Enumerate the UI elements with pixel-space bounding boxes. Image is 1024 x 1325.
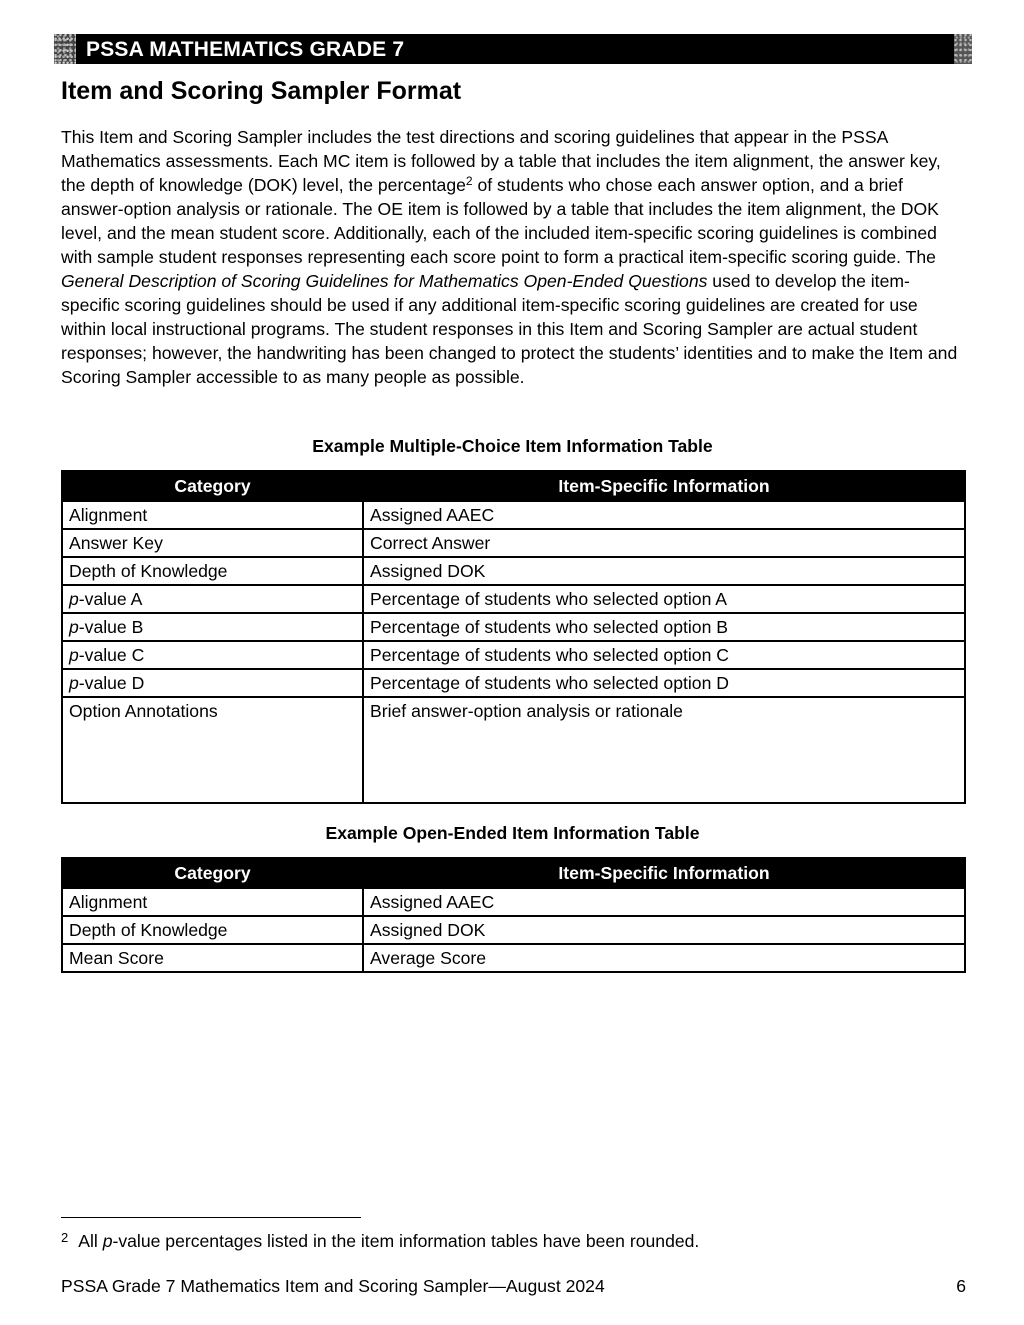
intro-text-part2: of students who chose each answer option, and a brief answer-option analysis or rationale. The OE item is followed by a table that includes the item alignment, the DOK level, and the mean student score. Additionally, each of the included item-specific scoring guidelines is combined with sample student responses representing each score point to form a practical item-specific scoring guide. The <box>61 175 939 267</box>
mc-info-cell: Percentage of students who selected option D <box>363 669 965 697</box>
table-row <box>62 501 965 529</box>
table-row <box>62 916 965 944</box>
table-row <box>62 669 965 697</box>
mc-category-cell <box>62 641 363 669</box>
oe-category-cell: Alignment <box>62 888 363 916</box>
header-banner <box>54 34 972 64</box>
table-row <box>62 529 965 557</box>
mc-header-info: Item-Specific Information <box>363 471 965 501</box>
mc-category-text: -value B <box>78 617 144 637</box>
mc-info-cell: Percentage of students who selected option B <box>363 613 965 641</box>
oe-header-info: Item-Specific Information <box>363 858 965 888</box>
mc-category-cell <box>62 669 363 697</box>
intro-text-part1: This Item and Scoring Sampler includes the test directions and scoring guidelines that appear in the PSSA Mathematics assessments. Each MC item is followed by a table that includes the item alignment, the answer key, the depth of knowledge (DOK) level, the percentage <box>61 127 941 195</box>
mc-table-caption: Example Multiple-Choice Item Information Table <box>312 436 713 456</box>
mc-category-text: Depth of Knowledge <box>69 561 228 581</box>
oe-info-cell: Assigned AAEC <box>363 888 965 916</box>
mc-category-cell <box>62 557 363 585</box>
intro-text-italic: General Description of Scoring Guidelines for Mathematics Open-Ended Questions <box>61 271 708 291</box>
header-banner-title: PSSA MATHEMATICS GRADE 7 <box>86 38 405 61</box>
mc-header-row <box>62 471 965 501</box>
oe-header-row <box>62 858 965 888</box>
page-number: 6 <box>956 1276 966 1296</box>
footnote-lead: All <box>78 1231 103 1251</box>
table-row <box>62 888 965 916</box>
intro-text-part3: used to develop the item-specific scoring guidelines should be used if any additional item-specific scoring guidelines are created for use within local instructional programs. The student responses in this Item and Scoring Sampler are actual student responses; however, the handwriting has been changed to protect the students’ identities and to make the Item and Scoring Sampler accessible to as many people as possible. <box>61 271 958 387</box>
footnote-italic: p <box>102 1231 113 1251</box>
mc-category-cell <box>62 697 363 803</box>
mc-category-text: -value D <box>78 673 145 693</box>
mc-category-text: Answer Key <box>69 533 163 553</box>
footer-document-title: PSSA Grade 7 Mathematics Item and Scoring Sampler—August 2024 <box>61 1276 605 1296</box>
oe-header-category: Category <box>62 858 363 888</box>
p-italic: p <box>69 645 79 665</box>
footnote-text: -value percentages listed in the item information tables have been rounded. <box>112 1231 700 1251</box>
mc-category-cell <box>62 613 363 641</box>
mc-category-text: Option Annotations <box>69 701 218 721</box>
header-texture-right <box>954 34 972 64</box>
oe-info-cell: Assigned DOK <box>363 916 965 944</box>
intro-footnote-ref: 2 <box>465 174 473 188</box>
mc-info-cell: Percentage of students who selected option A <box>363 585 965 613</box>
mc-header-category: Category <box>62 471 363 501</box>
mc-info-cell: Brief answer-option analysis or rationale <box>363 697 965 803</box>
mc-category-cell <box>62 501 363 529</box>
mc-info-cell: Assigned DOK <box>363 557 965 585</box>
mc-category-cell <box>62 529 363 557</box>
footnote-mark: 2 <box>61 1230 69 1245</box>
mc-info-cell: Correct Answer <box>363 529 965 557</box>
table-row <box>62 557 965 585</box>
p-italic: p <box>69 589 79 609</box>
oe-category-cell: Depth of Knowledge <box>62 916 363 944</box>
mc-info-table <box>61 470 966 804</box>
p-italic: p <box>69 673 79 693</box>
mc-category-cell <box>62 585 363 613</box>
mc-category-text: -value C <box>78 645 145 665</box>
table-row <box>62 641 965 669</box>
header-texture-left <box>54 34 76 64</box>
mc-category-text: -value A <box>78 589 143 609</box>
table-row <box>62 697 965 803</box>
mc-info-cell: Percentage of students who selected option C <box>363 641 965 669</box>
mc-info-cell: Assigned AAEC <box>363 501 965 529</box>
table-row <box>62 613 965 641</box>
table-row <box>62 944 965 972</box>
table-row <box>62 585 965 613</box>
footnote-divider <box>61 1217 361 1218</box>
oe-table-caption: Example Open-Ended Item Information Table <box>325 823 700 843</box>
intro-paragraph <box>61 125 966 389</box>
p-italic: p <box>69 617 79 637</box>
oe-category-cell: Mean Score <box>62 944 363 972</box>
mc-category-text: Alignment <box>69 505 148 525</box>
page-title: Item and Scoring Sampler Format <box>61 77 462 105</box>
oe-info-table <box>61 857 966 973</box>
footnote <box>61 1226 699 1253</box>
oe-info-cell: Average Score <box>363 944 965 972</box>
